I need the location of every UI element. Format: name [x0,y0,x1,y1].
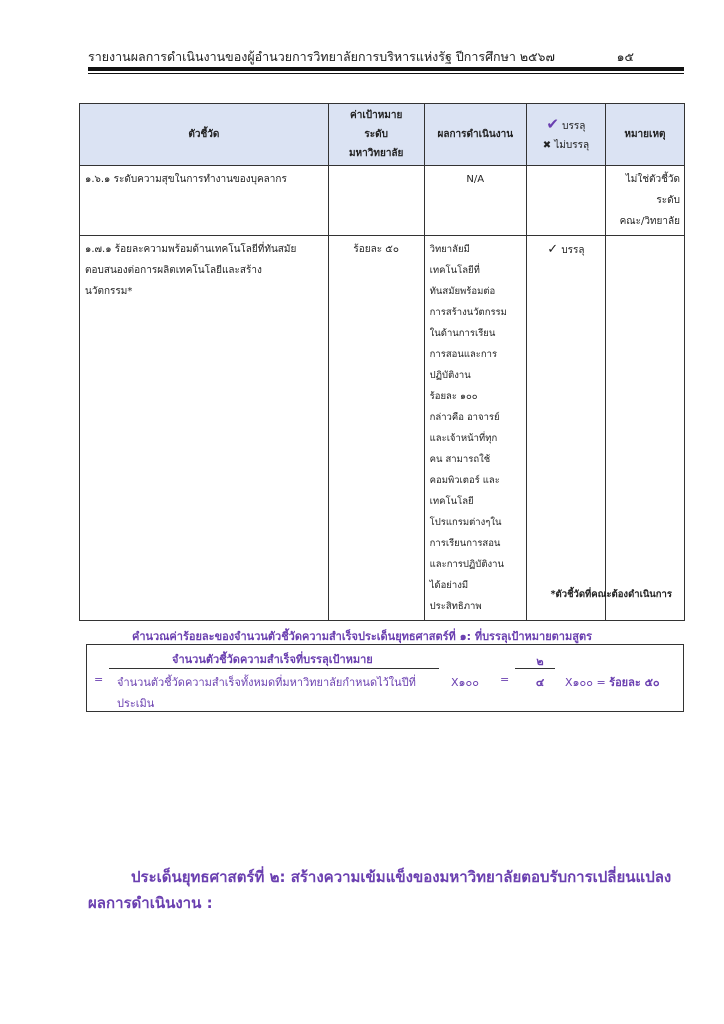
row2-result-line: คน สามารถใช้ [429,454,491,465]
page-header-title: รายงานผลการดำเนินงานของผู้อำนวยการวิทยาลัยการบริหารแห่งรัฐ ปีการศึกษา ๒๕๖๗ [88,49,555,64]
formula-result [565,673,660,691]
row2-result-line: และการปฏิบัติงาน [429,559,504,570]
row2-status-label: บรรลุ [561,245,585,256]
calculation-title: คำนวณค่าร้อยละของจำนวนตัวชี้วัดความสำเร็จประเด็นยุทธศาสตร์ที่ ๑: ที่บรรลุเป้าหมายตามสูตร [131,630,592,643]
row1-remark-line2: คณะ/วิทยาลัย [619,216,680,227]
result-prefix: X๑๐๐ = [565,676,606,689]
formula-times: X๑๐๐ [451,676,479,689]
check-icon: ✔ [546,114,559,133]
row1-indicator: ๑.๖.๑ ระดับความสุขในการทำงานของบุคลากร [80,166,329,236]
header-remark: หมายเหตุ [605,104,684,166]
row2-indicator-line3: นวัตกรรม* [85,286,133,297]
header-indicator: ตัวชี้วัด [80,104,329,166]
row2-result [424,236,526,621]
header-not-achieved [531,136,601,155]
row2-result-line: ทันสมัยพร้อมต่อ [429,286,496,297]
row2-result-line: ร้อยละ ๑๐๐ [429,391,478,402]
formula-equals: = [94,673,104,686]
row1-result: N/A [424,166,526,236]
row2-remark [605,236,684,621]
formula-equals-2: = [500,673,510,686]
table-header-row [80,104,685,166]
table-row [80,166,685,236]
row2-result-line: โปรแกรมต่างๆใน [429,517,502,528]
row2-result-line: การเรียนการสอน [429,538,501,549]
header-rule-thick [88,67,684,71]
row2-result-line: เทคโนโลยี [429,496,474,507]
strategy-heading: ประเด็นยุทธศาสตร์ที่ ๒: สร้างความเข้มแข็งของมหาวิทยาลัยตอบรับการเปลี่ยนแปลง [131,868,672,886]
row2-result-line: การสร้างนวัตกรรม [429,307,507,318]
header-target-line3: มหาวิทยาลัย [348,148,404,159]
row1-target [328,166,424,236]
page-number: ๑๕ [616,49,634,64]
row2-result-line: และเจ้าหน้าที่ทุก [429,433,498,444]
row2-result-line: กล่าวคือ อาจารย์ [429,412,500,423]
row2-indicator-line1: ๑.๗.๑ ร้อยละความพร้อมด้านเทคโนโลยีที่ทันสมัย [85,244,297,255]
row2-result-line: คอมพิวเตอร์ และ [429,475,500,486]
row2-result-line: ได้อย่างมี [429,580,469,591]
formula-numerator: จำนวนตัวชี้วัดความสำเร็จที่บรรลุเป้าหมาย [172,653,373,666]
formula-fraction-line [109,668,439,669]
formula-denominator-line2: ประเมิน [117,697,155,710]
check-icon: ✓ [547,242,559,257]
row2-target: ร้อยละ ๕๐ [328,236,424,621]
row2-result-line: วิทยาลัยมี [429,244,470,255]
result-value: ร้อยละ ๕๐ [609,676,660,689]
row2-result-line: ในด้านการเรียน [429,328,496,339]
header-rule-thin [88,73,684,74]
row2-result-line: การสอนและการ [429,349,498,360]
header-status [526,104,605,166]
row2-result-line: ปฏิบัติงาน [429,370,471,381]
table-footnote: *ตัวชี้วัดที่คณะต้องดำเนินการ [550,589,672,600]
header-achieved [531,115,601,136]
table-row [80,236,685,621]
header-target [328,104,424,166]
row1-remark-line1: ไม่ใช่ตัวชี้วัดระดับ [625,174,680,206]
row2-indicator [80,236,329,621]
formula-denominator-line1: จำนวนตัวชี้วัดความสำเร็จทั้งหมดที่มหาวิทยาลัยกำหนดไว้ในปีที่ [117,676,416,689]
row2-status [526,236,605,621]
value-fraction-line [515,668,555,669]
header-target-line1: ค่าเป้าหมาย [350,110,403,121]
row2-indicator-line2: ตอบสนองต่อการผลิตเทคโนโลยีและสร้าง [85,265,262,276]
header-achieved-label: บรรลุ [562,120,586,132]
performance-label: ผลการดำเนินงาน : [88,894,213,912]
value-numerator: ๒ [536,655,544,668]
value-denominator: ๔ [535,676,545,689]
x-icon: ✖ [542,139,552,151]
header-not-achieved-label: ไม่บรรลุ [554,139,590,151]
row2-result-line: ประสิทธิภาพ [429,601,482,612]
row1-remark [605,166,684,236]
indicator-table [79,103,685,621]
header-result: ผลการดำเนินงาน [424,104,526,166]
formula-box [86,644,684,712]
header-target-line2: ระดับ [364,129,388,140]
row2-result-line: เทคโนโลยีที่ [429,265,480,276]
row1-status [526,166,605,236]
